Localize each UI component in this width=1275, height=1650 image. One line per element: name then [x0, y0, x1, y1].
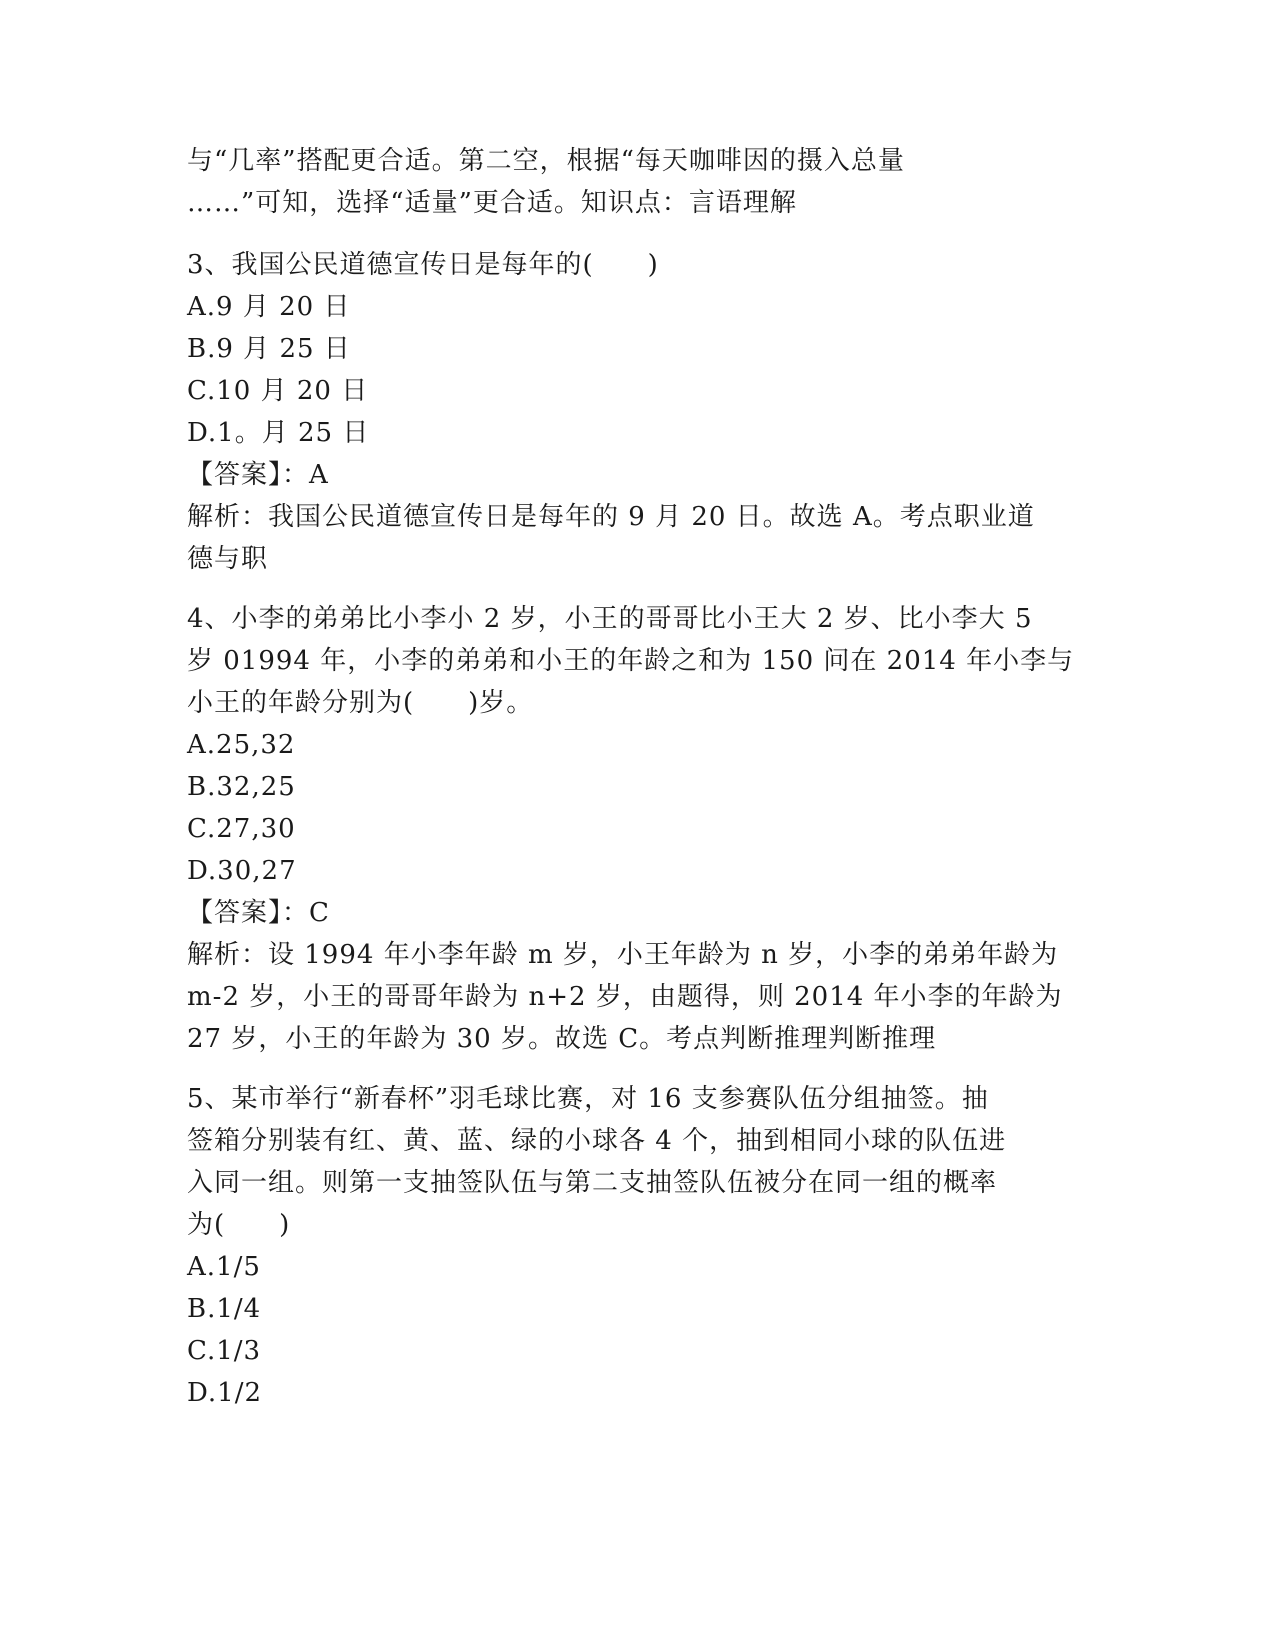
question-4-explanation-line-1: 解析：设 1994 年小李年龄 m 岁，小王年龄为 n 岁，小李的弟弟年龄为 [187, 940, 1059, 970]
question-5-option-d: D.1/2 [187, 1378, 263, 1408]
question-4-stem-line-2: 岁 01994 年，小李的弟弟和小王的年龄之和为 150 问在 2014 年小李与 [187, 646, 1075, 676]
prev-explanation-line-1: 与“几率”搭配更合适。第二空，根据“每天咖啡因的摄入总量 [187, 146, 905, 176]
question-5-option-a: A.1/5 [187, 1252, 261, 1282]
question-3-option-a: A.9 月 20 日 [187, 292, 351, 322]
question-3-explanation-line-1: 解析：我国公民道德宣传日是每年的 9 月 20 日。故选 A。考点职业道 [187, 502, 1035, 532]
question-5-option-c: C.1/3 [187, 1336, 262, 1366]
question-3-stem: 3、我国公民道德宣传日是每年的( ) [187, 250, 659, 280]
question-5-stem-line-4: 为( ) [187, 1210, 291, 1240]
question-5-stem-line-2: 签箱分别装有红、黄、蓝、绿的小球各 4 个，抽到相同小球的队伍进 [187, 1126, 1007, 1156]
question-4-option-b: B.32,25 [187, 772, 296, 802]
question-5-stem-line-3: 入同一组。则第一支抽签队伍与第二支抽签队伍被分在同一组的概率 [187, 1168, 998, 1198]
question-4-explanation-line-2: m-2 岁，小王的哥哥年龄为 n+2 岁，由题得，则 2014 年小李的年龄为 [187, 982, 1063, 1012]
question-3-option-d: D.1。月 25 日 [187, 418, 370, 448]
question-5-stem-line-1: 5、某市举行“新春杯”羽毛球比赛，对 16 支参赛队伍分组抽签。抽 [187, 1084, 989, 1114]
prev-explanation-line-2: ……”可知，选择“适量”更合适。知识点：言语理解 [187, 188, 797, 218]
question-4-stem-line-1: 4、小李的弟弟比小李小 2 岁，小王的哥哥比小王大 2 岁、比小李大 5 [187, 604, 1033, 634]
question-4-explanation-line-3: 27 岁，小王的年龄为 30 岁。故选 C。考点判断推理判断推理 [187, 1024, 937, 1054]
question-4-option-a: A.25,32 [187, 730, 296, 760]
question-4-stem-line-3: 小王的年龄分别为( )岁。 [187, 688, 534, 718]
question-3-option-b: B.9 月 25 日 [187, 334, 351, 364]
question-4-option-c: C.27,30 [187, 814, 296, 844]
question-3-option-c: C.10 月 20 日 [187, 376, 369, 406]
question-3-answer: 【答案】：A [187, 460, 329, 490]
question-4-option-d: D.30,27 [187, 856, 297, 886]
question-3-explanation-line-2: 德与职 [187, 544, 269, 574]
question-5-option-b: B.1/4 [187, 1294, 262, 1324]
question-4-answer: 【答案】：C [187, 898, 330, 928]
